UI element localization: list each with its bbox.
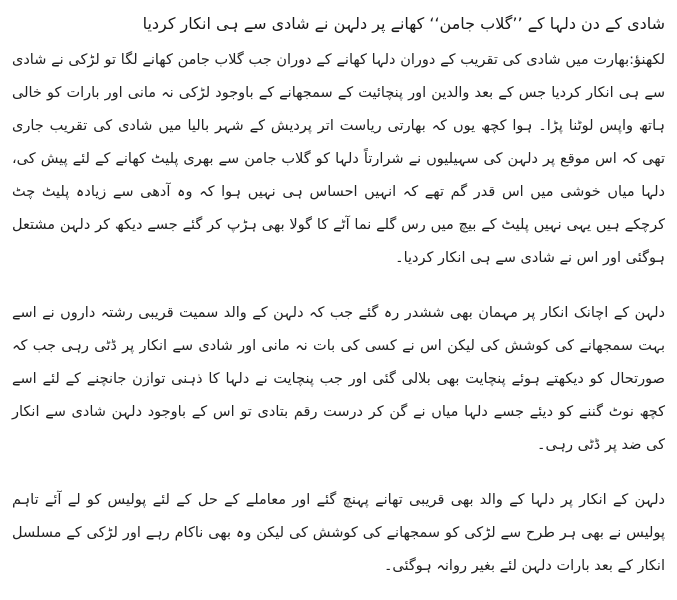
paragraph-text: بھارت میں شادی کی تقریب کے دوران دلہا کھانے کے دوران جب گلاب جامن کھانے لگا تو لڑکی نے شادی سے ہی انکار کردیا جس کے بعد والدین اور پنچائیت کے سمجھانے کے باوجود لڑکی نہ مانی اور بارات کو خالی ہاتھ واپس لوٹنا پڑا۔ ہوا کچھ یوں کہ بھارتی ریاست اتر پردیش کے شہر بالیا میں شادی کی تقریب جاری تھی کہ اس موقع پر دلہن کی سہیلیوں نے شرارتاً دلہا کو گلاب جامن سے بھری پلیٹ کھانے کے لئے پیش کی، دلہا میاں خوشی میں اس قدر گم تھے کہ انہیں احساس ہی نہیں ہوا کہ وہ آدھی سے زیادہ پلیٹ چٹ کرچکے ہیں یہی نہیں پلیٹ کے بیچ میں رس گلے نما آٹے کا گولا بھی ہڑپ کر گئے جسے دیکھ کر دلہن مشتعل ہوگئی اور اس نے شادی سے ہی انکار کردیا۔ <box>12 52 665 266</box>
article-dateline: لکھنؤ: <box>629 52 665 68</box>
article-paragraph <box>12 297 665 462</box>
article-headline: شادی کے دن دلہا کے ’’گلاب جامن‘‘ کھانے پر دلہن نے شادی سے ہی انکار کردیا <box>142 14 665 33</box>
article-paragraph <box>12 484 665 583</box>
paragraph-text: دلہن کے اچانک انکار پر مہمان بھی ششدر رہ گئے جب کہ دلہن کے والد سمیت قریبی رشتہ داروں نے اسے بہت سمجھانے کی کوشش کی لیکن اس نے کسی کی بات نہ مانی اور شادی سے انکار پر ڈٹی رہی جب کہ صورتحال کو دیکھتے ہوئے پنچایت بھی بلالی گئی اور جب پنچایت نے دلہا کا ذہنی توازن جانچنے کے لئے اسے کچھ نوٹ گننے کو دیئے جسے دلہا میاں نے گن کر درست رقم بتادی تو اس کے باوجود دلہن شادی سے انکار کی ضد پر ڈٹی رہی۔ <box>12 305 665 453</box>
article-paragraph <box>12 44 665 275</box>
paragraph-text: دلہن کے انکار پر دلہا کے والد بھی قریبی تھانے پہنچ گئے اور معاملے کے حل کے لئے پولیس کو لے آئے تاہم پولیس نے بھی ہر طرح سے لڑکی کو سمجھانے کی کوشش کی لیکن وہ بھی ناکام رہے اور لڑکی کے مسلسل انکار کے بعد بارات دلہن لئے بغیر روانہ ہوگئی۔ <box>12 492 665 574</box>
